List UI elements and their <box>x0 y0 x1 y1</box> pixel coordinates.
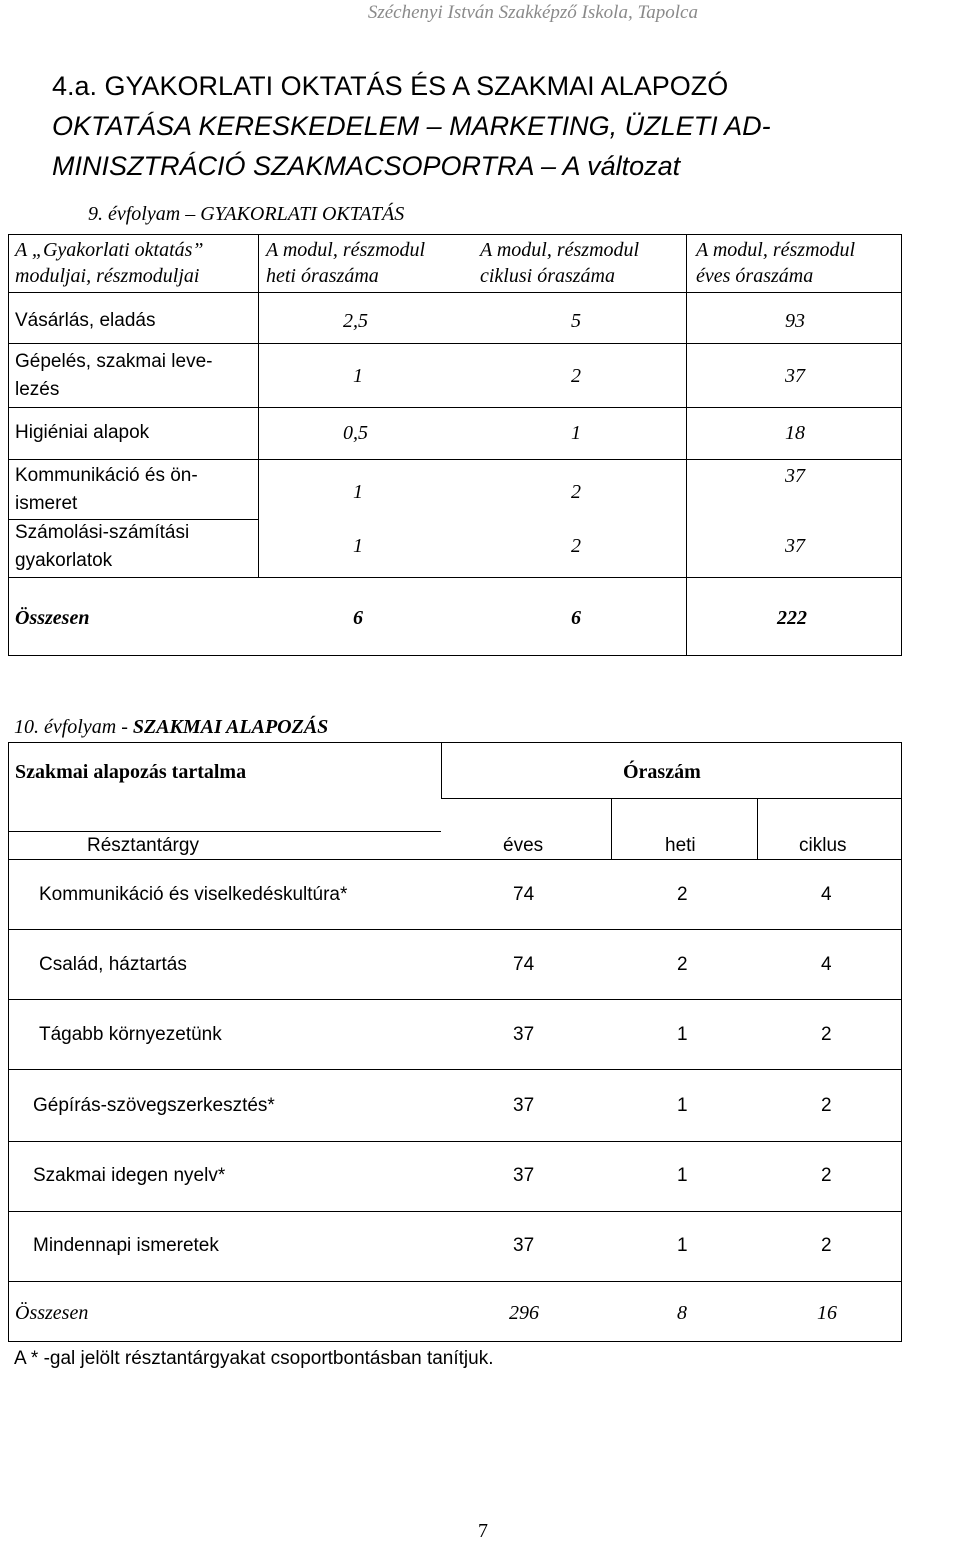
table-divider <box>757 799 758 859</box>
total-weekly: 6 <box>353 607 363 629</box>
total-weekly-2: 8 <box>677 1302 687 1324</box>
row5-cycle: 2 <box>571 535 581 557</box>
table-divider <box>9 1069 901 1070</box>
row4-yearly: 37 <box>785 465 805 487</box>
yearly-row-3: 37 <box>513 1024 535 1045</box>
title-line-3: MINISZTRÁCIÓ SZAKMACSOPORTRA – A változat <box>52 151 681 181</box>
subject-row-6: Mindennapi ismeretek <box>33 1235 219 1256</box>
table-divider <box>9 831 441 832</box>
page-number: 7 <box>478 1520 488 1542</box>
cycle-row-3: 2 <box>821 1024 832 1045</box>
weekly-row-1: 2 <box>677 884 688 905</box>
total-cycle: 6 <box>571 607 581 629</box>
section-title <box>52 66 932 186</box>
total-yearly: 222 <box>777 607 807 629</box>
row4-cycle: 2 <box>571 481 581 503</box>
row3-cycle: 1 <box>571 422 581 444</box>
weekly-row-6: 1 <box>677 1235 688 1256</box>
row2-yearly: 37 <box>785 365 805 387</box>
subject-row-4: Gépírás-szövegszerkesztés* <box>33 1095 275 1116</box>
table-divider <box>9 292 901 293</box>
row1-weekly: 2,5 <box>343 310 368 332</box>
cycle-row-6: 2 <box>821 1235 832 1256</box>
title-line-2: OKTATÁSA KERESKEDELEM – MARKETING, ÜZLETI AD- <box>52 111 771 141</box>
row5-yearly: 37 <box>785 535 805 557</box>
footnote: A * -gal jelölt résztantárgyakat csoportbontásban tanítjuk. <box>14 1348 494 1369</box>
yearly-row-1: 74 <box>513 884 535 905</box>
cycle-row-5: 2 <box>821 1165 832 1186</box>
row1-yearly: 93 <box>785 310 805 332</box>
weekly-row-4: 1 <box>677 1095 688 1116</box>
row5-weekly: 1 <box>353 535 363 557</box>
row2-name: Gépelés, szakmai leve- lezés <box>15 351 213 400</box>
content-header: Szakmai alapozás tartalma <box>15 761 247 783</box>
row1-name: Vásárlás, eladás <box>15 310 156 331</box>
row2-cycle: 2 <box>571 365 581 387</box>
table-divider <box>9 343 901 344</box>
col-weekly: heti <box>665 835 696 856</box>
row3-weekly: 0,5 <box>343 422 368 444</box>
row4-name: Kommunikáció és ön- ismeret <box>15 465 198 514</box>
yearly-row-6: 37 <box>513 1235 535 1256</box>
subject-row-1: Kommunikáció és viselkedéskultúra* <box>39 884 348 905</box>
header-cycle: A modul, részmodul ciklusi óraszáma <box>480 239 640 287</box>
table-divider <box>258 235 259 577</box>
table-divider <box>9 1281 901 1282</box>
row3-yearly: 18 <box>785 422 805 444</box>
grade9-table <box>8 234 902 656</box>
table-divider <box>9 999 901 1000</box>
row2-weekly: 1 <box>353 365 363 387</box>
row3-name: Higiéniai alapok <box>15 422 150 443</box>
total-cycle-2: 16 <box>817 1302 837 1324</box>
yearly-row-4: 37 <box>513 1095 535 1116</box>
weekly-row-5: 1 <box>677 1165 688 1186</box>
total-label-2: Összesen <box>15 1302 89 1324</box>
row5-name: Számolási-számítási gyakorlatok <box>15 522 190 571</box>
weekly-row-2: 2 <box>677 954 688 975</box>
row1-cycle: 5 <box>571 310 581 332</box>
cycle-row-1: 4 <box>821 884 832 905</box>
grade9-caption: 9. évfolyam – GYAKORLATI OKTATÁS <box>88 203 405 225</box>
total-label: Összesen <box>15 607 90 629</box>
table-divider <box>9 1141 901 1142</box>
table-divider <box>9 519 258 520</box>
table-divider <box>441 743 442 799</box>
table-divider <box>441 798 901 799</box>
weekly-row-3: 1 <box>677 1024 688 1045</box>
total-yearly-2: 296 <box>509 1302 539 1324</box>
hours-header: Óraszám <box>623 761 701 783</box>
cycle-row-2: 4 <box>821 954 832 975</box>
table-divider <box>686 235 687 655</box>
header-modules: A „Gyakorlati oktatás” moduljai, részmoduljai <box>15 239 204 287</box>
subject-row-5: Szakmai idegen nyelv* <box>33 1165 226 1186</box>
table-divider <box>9 929 901 930</box>
table-divider <box>9 407 901 408</box>
cycle-row-4: 2 <box>821 1095 832 1116</box>
subject-row-3: Tágabb környezetünk <box>39 1024 222 1045</box>
header-yearly: A modul, részmodul éves óraszáma <box>696 239 856 287</box>
header-weekly: A modul, részmodul heti óraszáma <box>266 239 426 287</box>
grade10-caption: 10. évfolyam - SZAKMAI ALAPOZÁS <box>14 716 329 738</box>
col-cycle: ciklus <box>799 835 847 856</box>
table-divider <box>9 1211 901 1212</box>
col-subject: Résztantárgy <box>87 835 199 856</box>
table-divider <box>9 577 901 578</box>
subject-row-2: Család, háztartás <box>39 954 187 975</box>
table-divider <box>9 459 901 460</box>
row4-weekly: 1 <box>353 481 363 503</box>
col-yearly: éves <box>503 835 544 856</box>
yearly-row-2: 74 <box>513 954 535 975</box>
table-divider <box>611 799 612 859</box>
table-divider <box>9 859 901 860</box>
running-header: Széchenyi István Szakképző Iskola, Tapolca <box>367 2 698 23</box>
title-line-1: 4.a. GYAKORLATI OKTATÁS ÉS A SZAKMAI ALAPOZÓ <box>52 71 729 101</box>
grade10-table <box>8 742 902 1342</box>
yearly-row-5: 37 <box>513 1165 535 1186</box>
